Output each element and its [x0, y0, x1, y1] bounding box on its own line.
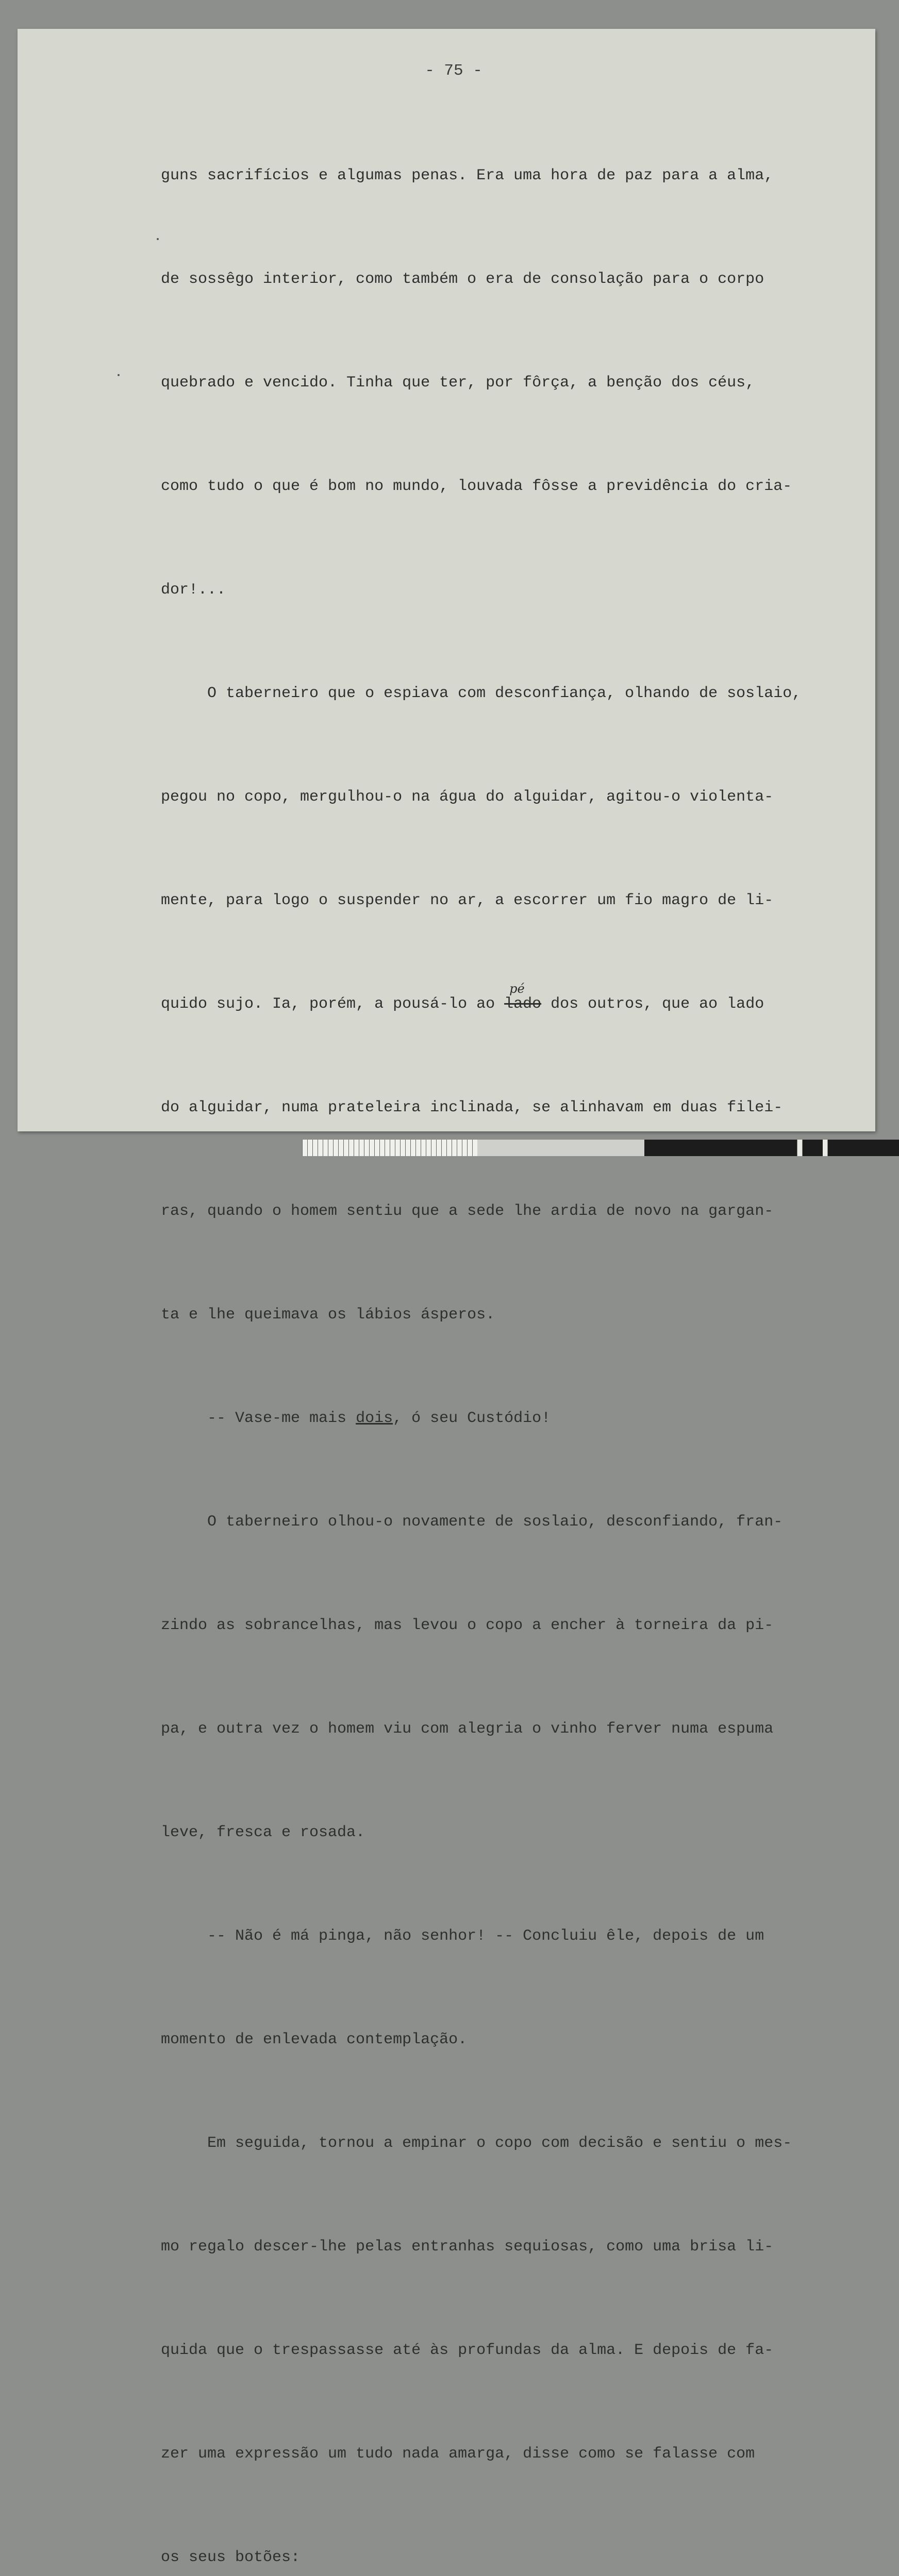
- text-line: mo regalo descer-lhe pelas entranhas sequiosas, como uma brisa li-: [161, 2238, 774, 2256]
- body-text: [161, 90, 875, 2576]
- line-segment: , ó seu Custódio!: [393, 1410, 551, 1427]
- text-line: Em seguida, tornou a empinar o copo com decisão e sentiu o mes-: [161, 2134, 792, 2152]
- line-segment: -- Vase-me mais: [161, 1410, 356, 1427]
- text-line-with-underline: [161, 1401, 875, 1436]
- text-line-with-correction: [161, 981, 875, 1022]
- text-line: -- Não é má pinga, não senhor! -- Concluiu êle, depois de um: [161, 1927, 764, 1945]
- text-line: os seus botões:: [161, 2549, 301, 2566]
- line-segment: quido sujo. Ia, porém, a pousá-lo ao: [161, 995, 505, 1013]
- line-segment: dos outros, que ao lado: [541, 995, 764, 1013]
- text-line: como tudo o que é bom no mundo, louvada fôsse a previdência do cria-: [161, 478, 792, 495]
- underlined-word: dois: [356, 1410, 393, 1427]
- text-line: quebrado e vencido. Tinha que ter, por fôrça, a benção dos céus,: [161, 374, 755, 392]
- handwritten-insertion: pé: [509, 981, 525, 996]
- paper-speck: [157, 238, 159, 240]
- correction: [504, 981, 542, 1022]
- text-line: guns sacrifícios e algumas penas. Era uma hora de paz para a alma,: [161, 167, 774, 184]
- text-line: quida que o trespassasse até às profundas da alma. E depois de fa-: [161, 2342, 774, 2359]
- text-line: ta e lhe queimava os lábios ásperos.: [161, 1306, 495, 1324]
- text-line: dor!...: [161, 581, 226, 599]
- text-line: pa, e outra vez o homem viu com alegria o vinho ferver numa espuma: [161, 1720, 774, 1738]
- ruler-light-segment: [302, 1140, 477, 1156]
- text-line: leve, fresca e rosada.: [161, 1824, 365, 1841]
- ruler-dark-segment: [644, 1140, 899, 1156]
- text-line: ras, quando o homem sentiu que a sede lhe ardia de novo na gargan-: [161, 1202, 774, 1220]
- text-line: zindo as sobrancelhas, mas levou o copo a encher à torneira da pi-: [161, 1617, 774, 1634]
- struck-word: lado: [504, 995, 542, 1013]
- text-line: do alguidar, numa prateleira inclinada, se alinhavam em duas filei-: [161, 1099, 783, 1116]
- page-number: - 75 -: [425, 62, 482, 80]
- text-line: O taberneiro que o espiava com desconfiança, olhando de soslaio,: [161, 685, 802, 702]
- text-line: pegou no copo, mergulhou-o na água do alguidar, agitou-o violenta-: [161, 788, 774, 806]
- ruler-gray-segment: [477, 1140, 644, 1156]
- text-line: zer uma expressão um tudo nada amarga, disse como se falasse com: [161, 2445, 755, 2463]
- text-line: mente, para logo o suspender no ar, a escorrer um fio magro de li-: [161, 892, 774, 909]
- paper-speck: [118, 374, 120, 376]
- text-line: de sossêgo interior, como também o era de consolação para o corpo: [161, 270, 764, 288]
- scale-ruler: [302, 1140, 899, 1156]
- text-line: momento de enlevada contemplação.: [161, 2031, 468, 2048]
- text-line: O taberneiro olhou-o novamente de soslaio, desconfiando, fran-: [161, 1513, 783, 1531]
